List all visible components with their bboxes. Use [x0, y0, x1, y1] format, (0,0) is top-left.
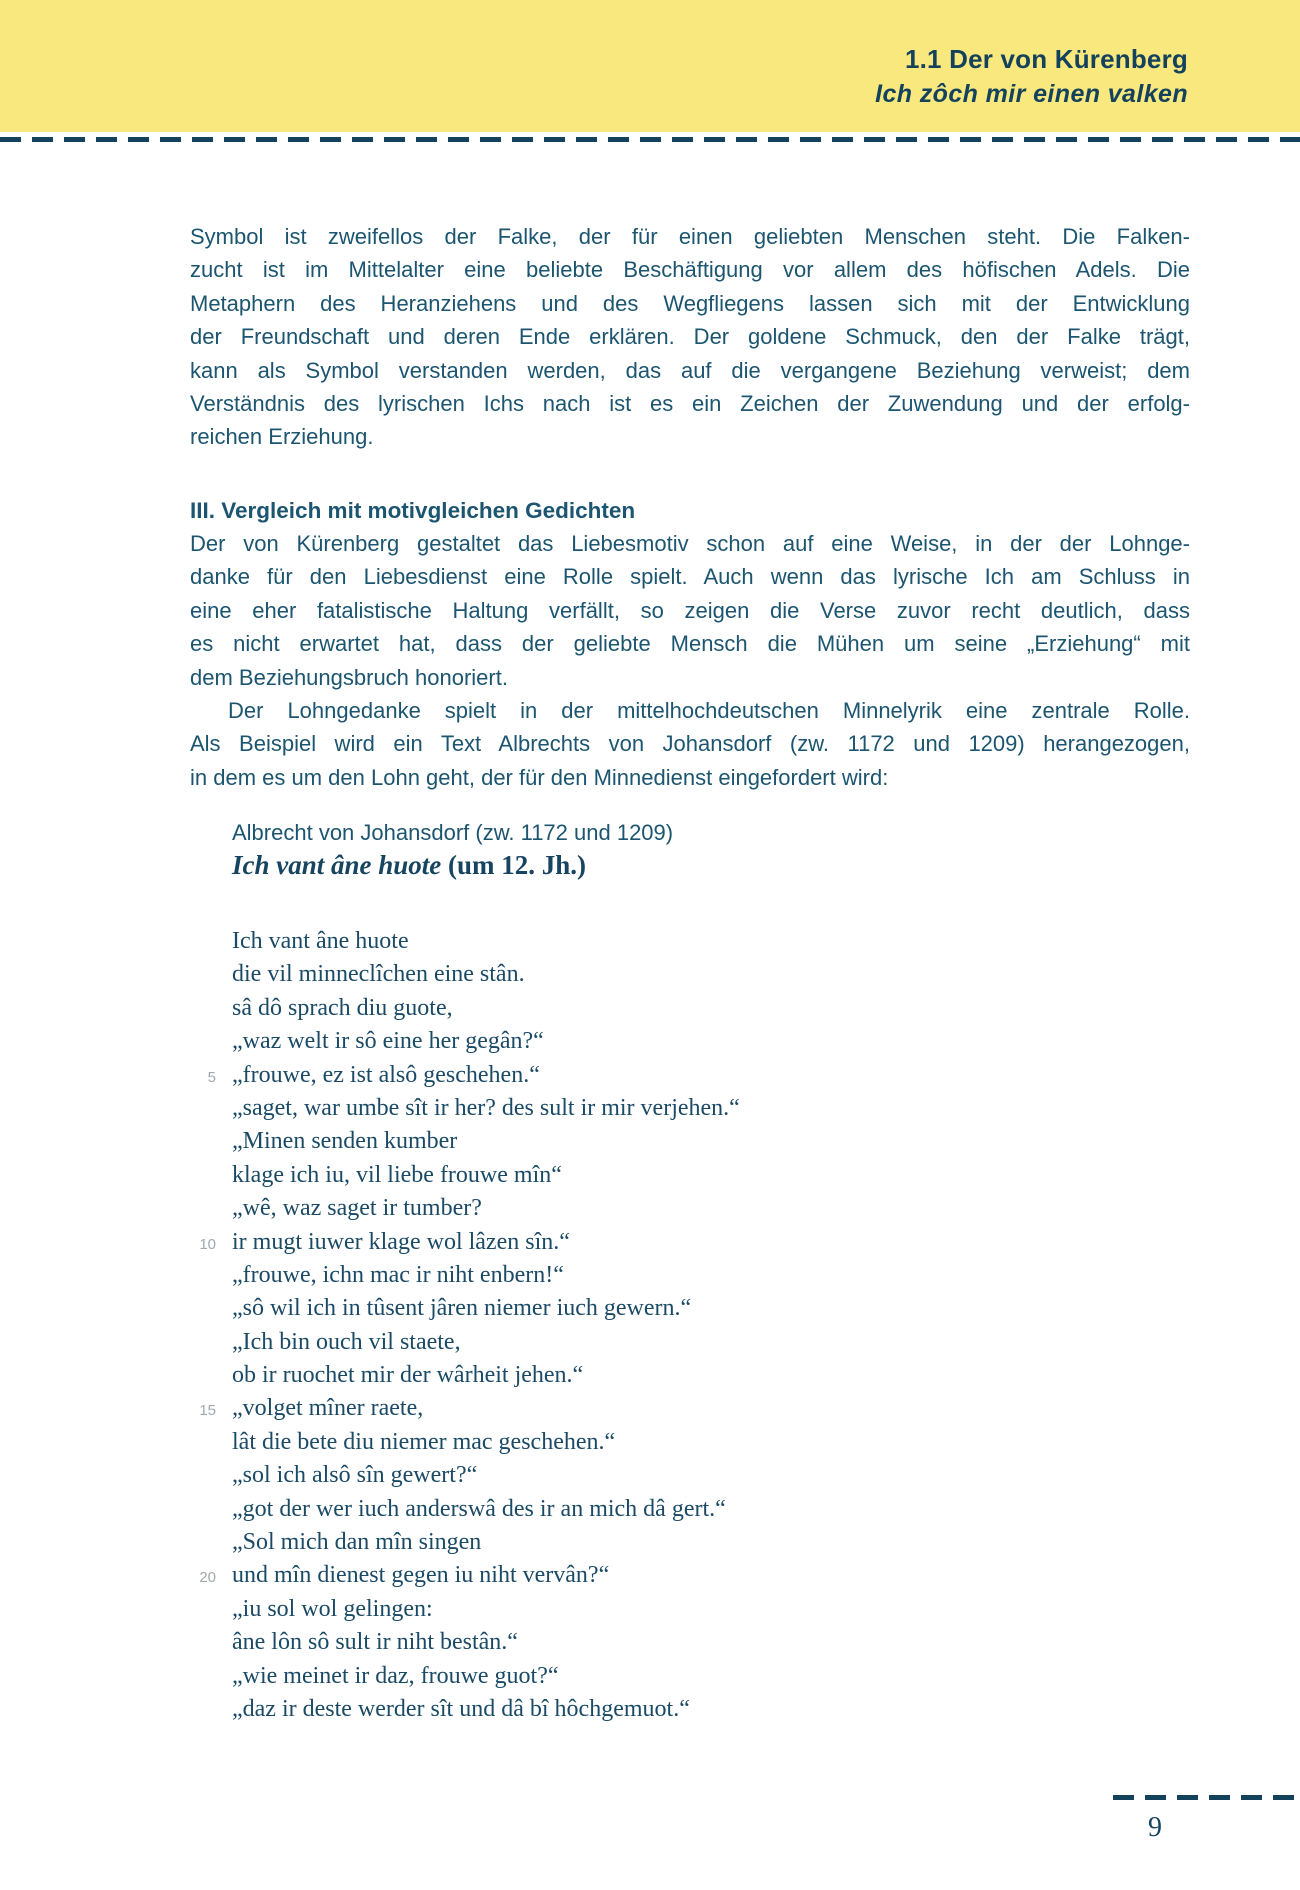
paragraph-3	[190, 694, 1190, 794]
paragraph-line: Der Lohngedanke spielt in der mittelhochdeutschen Minnelyrik eine zentrale Rolle.	[228, 698, 1190, 723]
poem-line-text: ir mugt iuwer klage wol lâzen sîn.“	[232, 1228, 570, 1255]
poem-line	[190, 1229, 740, 1262]
dashed-rule-top	[0, 137, 1300, 142]
chapter-title: 1.1 Der von Kürenberg	[904, 44, 1188, 74]
paragraph-line: Verständnis des lyrischen Ichs nach ist es ein Zeichen der Zuwendung und der erfolg-	[190, 391, 1190, 417]
poem-line-text: „iu sol wol gelingen:	[232, 1595, 433, 1622]
poem-line-text: klage ich iu, vil liebe frouwe mîn“	[232, 1161, 562, 1188]
poem-line	[190, 1663, 740, 1696]
poem-line	[190, 1162, 740, 1195]
poem-line-text: Ich vant âne huote	[232, 928, 409, 954]
running-head	[875, 42, 1188, 112]
poem-line-text: die vil minneclîchen eine stân.	[232, 961, 525, 988]
poem-line-text: sâ dô sprach diu guote,	[232, 994, 453, 1021]
poem-line	[190, 1496, 740, 1529]
paragraph-line: Symbol ist zweifellos der Falke, der für einen geliebten Menschen steht. Die Falken-	[190, 224, 1190, 249]
poem-line-text: „sol ich alsô sîn gewert?“	[232, 1462, 478, 1489]
paragraph-1	[190, 220, 1190, 454]
poem-line-text: „daz ir deste werder sît und dâ bî hôchgemuot.“	[232, 1695, 690, 1722]
paragraph-line: reichen Erziehung.	[190, 424, 374, 450]
paragraph-line: Metaphern des Heranziehens und des Wegfliegens lassen sich mit der Entwicklung	[190, 290, 1190, 316]
poem-line-text: „Minen senden kumber	[232, 1128, 458, 1155]
poem-line	[190, 1529, 740, 1562]
poem-title	[232, 850, 586, 881]
paragraph-line: es nicht erwartet hat, dass der geliebte Mensch die Mühen um seine „Erziehung“ mit	[190, 631, 1190, 657]
poem-line-text: „wie meinet ir daz, frouwe guot?“	[232, 1662, 559, 1689]
paragraph-line: kann als Symbol verstanden werden, das auf die vergangene Beziehung verweist; dem	[190, 357, 1190, 383]
poem-line-number: 20	[199, 1569, 216, 1587]
paragraph-line: Der von Kürenberg gestaltet das Liebesmotiv schon auf eine Weise, in der der Lohnge-	[190, 531, 1190, 556]
paragraph-line: zucht ist im Mittelalter eine beliebte Beschäftigung vor allem des höfischen Adels. Die	[190, 257, 1190, 283]
paragraph-line: danke für den Liebesdienst eine Rolle spielt. Auch wenn das lyrische Ich am Schluss in	[190, 564, 1190, 590]
poem-line-text: „frouwe, ichn mac ir niht enbern!“	[232, 1261, 564, 1288]
poem-attribution: Albrecht von Johansdorf (zw. 1172 und 1209)	[232, 820, 674, 845]
poem-title-date: (um 12. Jh.)	[441, 850, 587, 880]
page-number: 9	[1148, 1812, 1162, 1843]
paragraph-line: eine eher fatalistische Haltung verfällt, so zeigen die Verse zuvor recht deutlich, dass	[190, 597, 1190, 623]
poem-line	[190, 1195, 740, 1228]
poem-line	[190, 1128, 740, 1161]
paragraph-2	[190, 527, 1190, 694]
poem-line	[190, 1062, 740, 1095]
poem-line-text: „frouwe, ez ist alsô geschehen.“	[232, 1061, 540, 1088]
poem-line	[190, 1028, 740, 1061]
poem-line-text: „wê, waz saget ir tumber?	[232, 1195, 482, 1222]
poem-line	[190, 1395, 740, 1428]
poem-line-text: „waz welt ir sô eine her gegân?“	[232, 1028, 544, 1055]
poem-line	[190, 961, 740, 994]
poem-body	[190, 928, 740, 1729]
poem-line	[190, 1262, 740, 1295]
poem-line	[190, 1329, 740, 1362]
section-heading: III. Vergleich mit motivgleichen Gedichten	[190, 498, 636, 523]
poem-line-text: und mîn dienest gegen iu niht vervân?“	[232, 1562, 610, 1589]
paragraph-line: Als Beispiel wird ein Text Albrechts von Johansdorf (zw. 1172 und 1209) herangezogen,	[190, 731, 1190, 757]
poem-line	[190, 1696, 740, 1729]
paragraph-line: in dem es um den Lohn geht, der für den Minnedienst eingefordert wird:	[190, 764, 889, 790]
poem-line-text: lât die bete diu niemer mac geschehen.“	[232, 1428, 616, 1455]
poem-line-text: „Ich bin ouch vil staete,	[232, 1328, 461, 1355]
poem-line-text: ob ir ruochet mir der wârheit jehen.“	[232, 1362, 584, 1389]
poem-line	[190, 1429, 740, 1462]
paragraph-line: dem Beziehungsbruch honoriert.	[190, 664, 508, 690]
poem-line-text: „got der wer iuch anderswâ des ir an mich dâ gert.“	[232, 1495, 726, 1522]
poem-line	[190, 1095, 740, 1128]
poem-line	[190, 1629, 740, 1662]
poem-line	[190, 1462, 740, 1495]
poem-title-italic: Ich vant âne huote	[232, 850, 442, 880]
paragraph-line: der Freundschaft und deren Ende erklären. Der goldene Schmuck, den der Falke trägt,	[190, 324, 1190, 350]
poem-line-text: „saget, war umbe sît ir her? des sult ir mir verjehen.“	[232, 1094, 740, 1121]
poem-line-text: „sô wil ich in tûsent jâren niemer iuch gewern.“	[232, 1295, 692, 1322]
poem-line-text: „volget mîner raete,	[232, 1395, 424, 1422]
poem-line	[190, 995, 740, 1028]
dashed-rule-bottom	[1113, 1795, 1300, 1800]
poem-line-text: âne lôn sô sult ir niht bestân.“	[232, 1629, 518, 1656]
poem-line	[190, 1596, 740, 1629]
poem-line-text: „Sol mich dan mîn singen	[232, 1529, 482, 1556]
poem-line-number: 15	[199, 1402, 216, 1420]
poem-line	[190, 1295, 740, 1328]
poem-line	[190, 1562, 740, 1595]
poem-line-number: 5	[207, 1068, 216, 1086]
poem-line-number: 10	[199, 1235, 216, 1253]
poem-line	[190, 928, 740, 961]
poem-line	[190, 1362, 740, 1395]
work-title: Ich zôch mir einen valken	[875, 80, 1188, 108]
header-band	[0, 0, 1300, 132]
